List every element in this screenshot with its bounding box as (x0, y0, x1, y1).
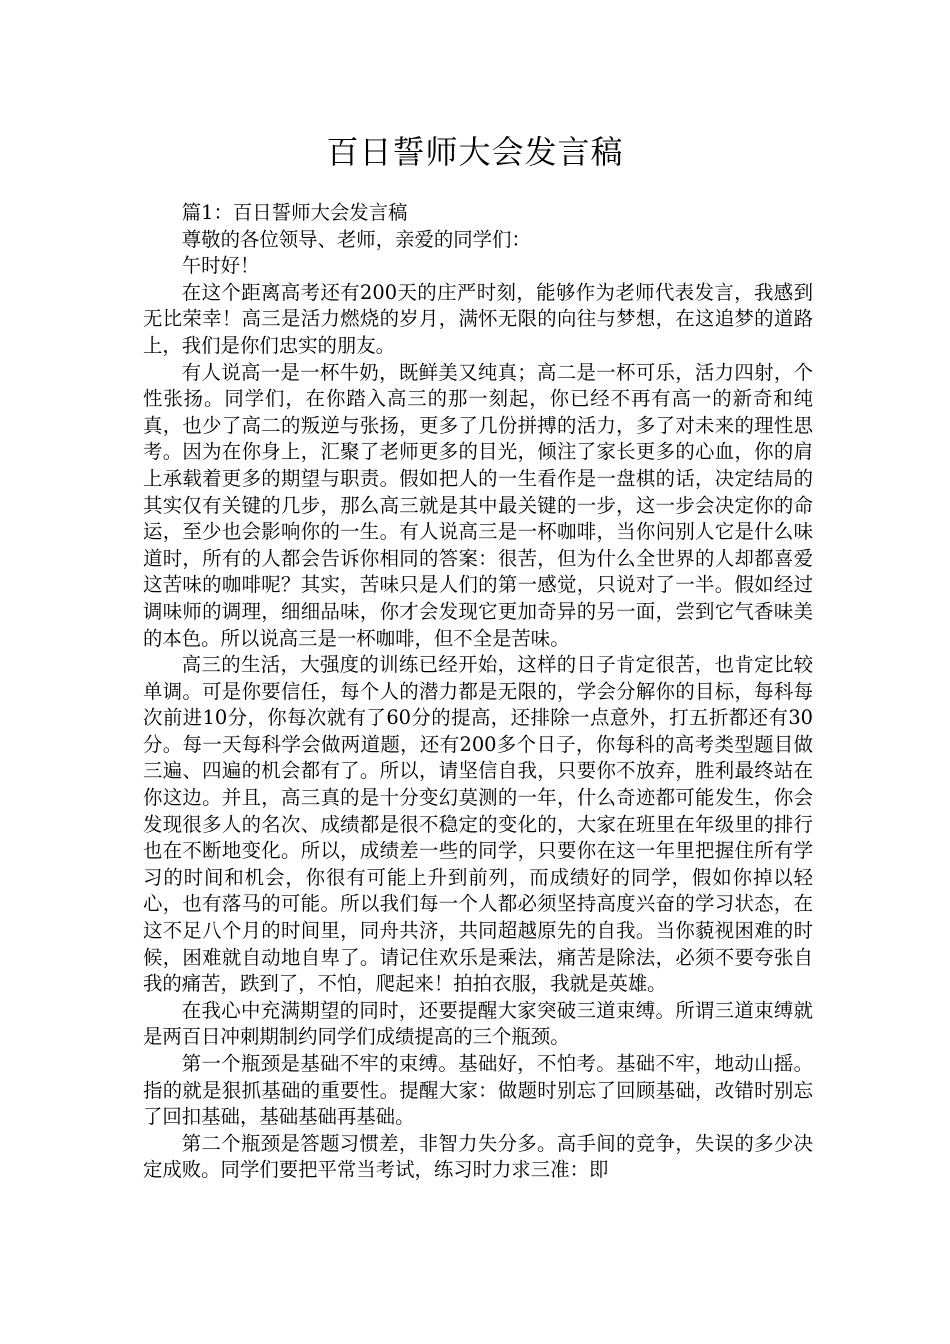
document-title: 百日誓师大会发言稿 (326, 133, 624, 171)
document-body (143, 200, 813, 1184)
paragraph: 第一个瓶颈是基础不牢的束缚。基础好，不怕考。基础不牢，地动山摇。指的就是狠抓基础的重要性。提醒大家：做题时别忘了回顾基础，改错时别忘了回扣基础，基础基础再基础。 (143, 1052, 813, 1129)
paragraph: 在我心中充满期望的同时，还要提醒大家突破三道束缚。所谓三道束缚就是两百日冲刺期制约同学们成绩提高的三个瓶颈。 (143, 998, 813, 1049)
paragraph-greeting: 午时好！ (181, 254, 260, 278)
paragraph: 在这个距离高考还有200天的庄严时刻，能够作为老师代表发言，我感到无比荣幸！高三是活力燃烧的岁月，满怀无限的向往与梦想，在这追梦的道路上，我们是你们忠实的朋友。 (143, 280, 813, 357)
paragraph-salutation: 尊敬的各位领导、老师，亲爱的同学们： (181, 227, 531, 251)
paragraph: 高三的生活，大强度的训练已经开始，这样的日子肯定很苦，也肯定比较单调。可是你要信任，每个人的潜力都是无限的，学会分解你的目标，每科每次前进10分，你每次就有了60分的提高，还排除一点意外，打五折都还有30分。每一天每科学会做两道题，还有200多个日子，你每科的高考类型题目做三遍、四遍的机会都有了。所以，请坚信自我，只要你不放弃，胜利最终站在你这边。并且，高三真的是十分变幻莫测的一年，什么奇迹都可能发生，你会发现很多人的名次、成绩都是很不稳定的变化的，大家在班里在年级里的排行也在不断地变化。所以，成绩差一些的同学，只要你在这一年里把握住所有学习的时间和机会，你很有可能上升到前列，而成绩好的同学，假如你掉以轻心，也有落马的可能。所以我们每一个人都必须坚持高度兴奋的学习状态，在这不足八个月的时间里，同舟共济，共同超越原先的自我。当你藐视困难的时候，困难就自动地自卑了。请记住欢乐是乘法，痛苦是除法，必须不要夸张自我的痛苦，跌到了，不怕，爬起来！拍拍衣服，我就是英雄。 (143, 653, 813, 996)
paragraph: 第二个瓶颈是答题习惯差，非智力失分多。高手间的竞争，失误的多少决定成败。同学们要把平常当考试，练习时力求三准：即 (143, 1131, 813, 1182)
paragraph-heading: 篇1：百日誓师大会发言稿 (181, 201, 408, 224)
paragraph: 有人说高一是一杯牛奶，既鲜美又纯真；高二是一杯可乐，活力四射，个性张扬。同学们，在你踏入高三的那一刻起，你已经不再有高一的新奇和纯真，也少了高二的叛逆与张扬，更多了几份拼搏的活力，多了对未来的理性思考。因为在你身上，汇聚了老师更多的目光，倾注了家长更多的心血，你的肩上承载着更多的期望与职责。假如把人的一生看作是一盘棋的话，决定结局的其实仅有关键的几步，那么高三就是其中最关键的一步，这一步会决定你的命运，至少也会影响你的一生。有人说高三是一杯咖啡，当你问别人它是什么味道时，所有的人都会告诉你相同的答案：很苦，但为什么全世界的人却都喜爱这苦味的咖啡呢？其实，苦味只是人们的第一感觉，只说对了一半。假如经过调味师的调理，细细品味，你才会发现它更加奇异的另一面，尝到它气香味美的本色。所以说高三是一杯咖啡，但不全是苦味。 (143, 360, 813, 650)
